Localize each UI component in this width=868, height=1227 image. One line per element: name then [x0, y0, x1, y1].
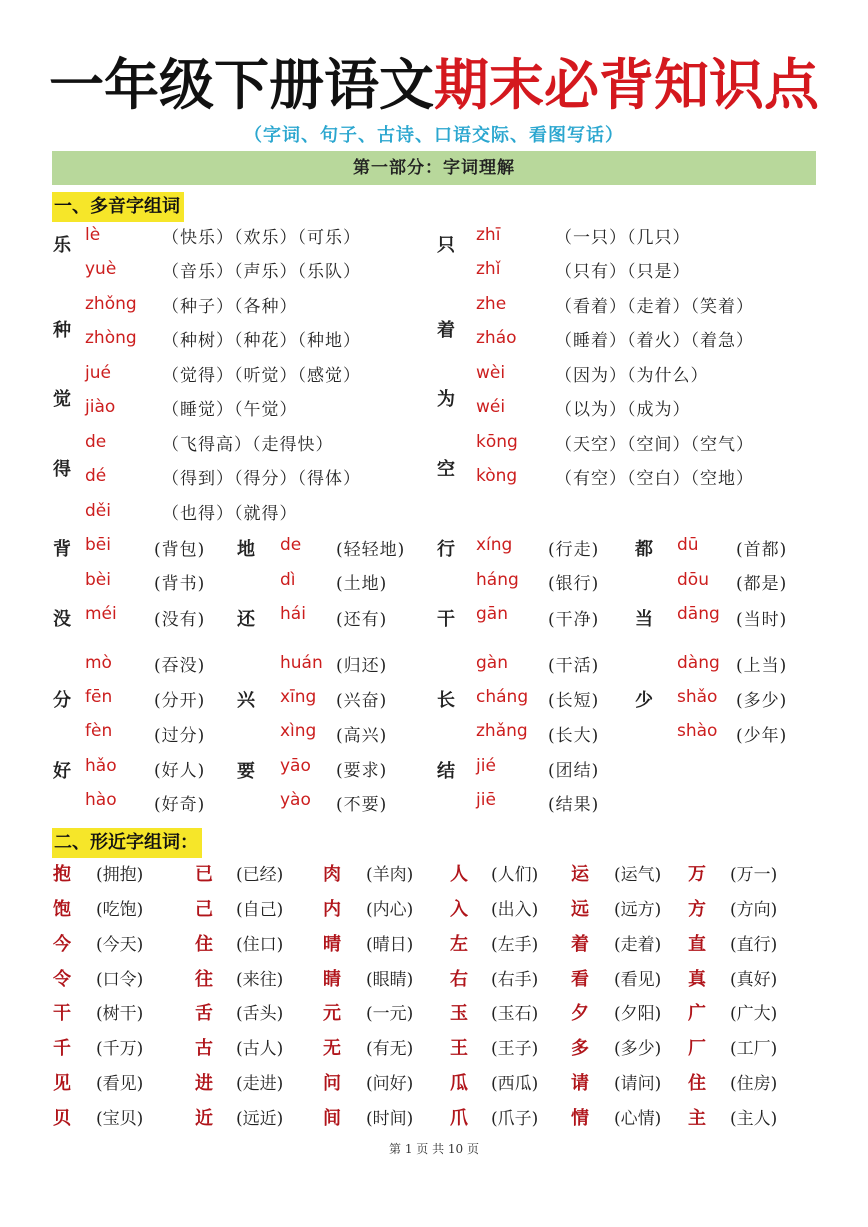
pinyin: zhǐ — [476, 259, 501, 279]
similar-word: (玉石) — [491, 1004, 539, 1024]
page-subtitle: （字词、句子、古诗、口语交际、看图写话） — [244, 125, 624, 146]
similar-char: 己 — [195, 899, 213, 920]
word-group: (吞没) — [154, 656, 206, 676]
polyphonic-char: 结 — [437, 761, 455, 782]
polyphonic-char: 地 — [237, 539, 255, 560]
polyphonic-char: 为 — [437, 389, 455, 410]
similar-word: (真好) — [730, 970, 778, 990]
pinyin: shào — [677, 721, 718, 741]
pinyin: zhǎng — [476, 721, 528, 741]
polyphonic-char: 种 — [53, 320, 71, 341]
word-group: （有空）（空白）（空地） — [555, 469, 754, 489]
polyphonic-char: 少 — [635, 690, 653, 711]
similar-char: 千 — [53, 1038, 71, 1059]
similar-char: 住 — [688, 1073, 706, 1094]
word-group: (没有) — [154, 610, 206, 630]
pinyin: yāo — [280, 756, 311, 776]
pinyin: méi — [85, 604, 117, 624]
word-group: （天空）（空间）（空气） — [555, 435, 754, 455]
pinyin: de — [280, 535, 302, 555]
similar-word: (宝贝) — [96, 1109, 144, 1129]
similar-row — [0, 965, 868, 995]
similar-word: (自己) — [236, 900, 284, 920]
similar-char: 广 — [688, 1003, 706, 1024]
similar-char: 厂 — [688, 1038, 706, 1059]
pinyin: bēi — [85, 535, 111, 555]
similar-char: 已 — [195, 864, 213, 885]
word-group: (高兴) — [336, 726, 388, 746]
pinyin: háng — [476, 570, 519, 590]
similar-char: 干 — [53, 1003, 71, 1024]
similar-char: 肉 — [323, 864, 341, 885]
similar-word: (主人) — [730, 1109, 778, 1129]
similar-char: 直 — [688, 934, 706, 955]
polyphonic-char: 还 — [237, 609, 255, 630]
pinyin: fèn — [85, 721, 113, 741]
page-title — [0, 52, 868, 118]
word-group: (还有) — [336, 610, 388, 630]
similar-char: 睛 — [323, 969, 341, 990]
similar-char: 抱 — [53, 864, 71, 885]
word-group: （得到）（得分）（得体） — [162, 469, 361, 489]
polyphonic-char: 都 — [635, 539, 653, 560]
word-group: （睡觉）（午觉） — [162, 400, 298, 420]
pinyin: dé — [85, 466, 107, 486]
similar-word: (古人) — [236, 1039, 284, 1059]
similar-word: (有无) — [366, 1039, 414, 1059]
similar-char: 瓜 — [450, 1073, 468, 1094]
polyphonic-char: 长 — [437, 690, 455, 711]
similar-word: (心情) — [614, 1109, 662, 1129]
polyphonic-char: 觉 — [53, 389, 71, 410]
similar-word: (已经) — [236, 865, 284, 885]
part-heading: 第一部分：字词理解 — [52, 151, 816, 185]
similar-word: (走着) — [614, 935, 662, 955]
similar-word: (西瓜) — [491, 1074, 539, 1094]
polyphonic-char: 得 — [53, 459, 71, 480]
word-group: (过分) — [154, 726, 206, 746]
title-red: 期末必背知识点 — [434, 53, 820, 117]
similar-char: 左 — [450, 934, 468, 955]
word-group: (好奇) — [154, 795, 206, 815]
pinyin: gān — [476, 604, 508, 624]
similar-word: (直行) — [730, 935, 778, 955]
similar-row — [0, 860, 868, 890]
similar-char: 看 — [571, 969, 589, 990]
similar-char: 令 — [53, 969, 71, 990]
word-group: (团结) — [548, 761, 600, 781]
similar-word: (万一) — [730, 865, 778, 885]
word-group: (背书) — [154, 574, 206, 594]
similar-word: (千万) — [96, 1039, 144, 1059]
pinyin: jiē — [476, 790, 496, 810]
similar-word: (方向) — [730, 900, 778, 920]
similar-char: 元 — [323, 1003, 341, 1024]
similar-word: (住房) — [730, 1074, 778, 1094]
pinyin: kōng — [476, 432, 518, 452]
pinyin: zhǒng — [85, 294, 137, 314]
pinyin: dì — [280, 570, 296, 590]
similar-word: (请问) — [614, 1074, 662, 1094]
polyphonic-char: 兴 — [237, 690, 255, 711]
polyphonic-char: 没 — [53, 609, 71, 630]
polyphonic-char: 空 — [437, 459, 455, 480]
word-group: （种子）（各种） — [162, 297, 298, 317]
pinyin: lè — [85, 225, 101, 245]
similar-char: 内 — [323, 899, 341, 920]
pinyin: yào — [280, 790, 311, 810]
similar-word: (王子) — [491, 1039, 539, 1059]
similar-char: 间 — [323, 1108, 341, 1129]
polyphonic-char: 分 — [53, 690, 71, 711]
similar-word: (人们) — [491, 865, 539, 885]
pinyin: bèi — [85, 570, 111, 590]
similar-word: (左手) — [491, 935, 539, 955]
similar-char: 请 — [571, 1073, 589, 1094]
pinyin: dāng — [677, 604, 720, 624]
pinyin: zhòng — [85, 328, 137, 348]
similar-char: 问 — [323, 1073, 341, 1094]
similar-word: (时间) — [366, 1109, 414, 1129]
similar-char: 爪 — [450, 1108, 468, 1129]
word-group: （看着）（走着）（笑着） — [555, 297, 754, 317]
similar-word: (看见) — [614, 970, 662, 990]
similar-char: 远 — [571, 899, 589, 920]
similar-word: (一元) — [366, 1004, 414, 1024]
similar-row — [0, 895, 868, 925]
word-group: （觉得）（听觉）（感觉） — [162, 366, 361, 386]
similar-word: (右手) — [491, 970, 539, 990]
similar-char: 夕 — [571, 1003, 589, 1024]
similar-word: (树干) — [96, 1004, 144, 1024]
section-heading-polyphonic: 一、多音字组词 — [52, 192, 184, 222]
word-group: (银行) — [548, 574, 600, 594]
word-group: (都是) — [736, 574, 788, 594]
pinyin: gàn — [476, 653, 508, 673]
word-group: (多少) — [736, 691, 788, 711]
polyphonic-char: 只 — [437, 235, 455, 256]
word-group: (首都) — [736, 540, 788, 560]
similar-word: (拥抱) — [96, 865, 144, 885]
word-group: (好人) — [154, 761, 206, 781]
similar-word: (今天) — [96, 935, 144, 955]
similar-char: 入 — [450, 899, 468, 920]
word-group: (长短) — [548, 691, 600, 711]
similar-char: 古 — [195, 1038, 213, 1059]
similar-word: (远方) — [614, 900, 662, 920]
similar-word: (出入) — [491, 900, 539, 920]
pinyin: zháo — [476, 328, 517, 348]
word-group: (长大) — [548, 726, 600, 746]
similar-word: (吃饱) — [96, 900, 144, 920]
pinyin: mò — [85, 653, 112, 673]
similar-char: 住 — [195, 934, 213, 955]
pinyin: huán — [280, 653, 323, 673]
pinyin: jiào — [85, 397, 116, 417]
similar-row — [0, 1034, 868, 1064]
word-group: (干活) — [548, 656, 600, 676]
similar-word: (工厂) — [730, 1039, 778, 1059]
similar-word: (爪子) — [491, 1109, 539, 1129]
word-group: （种树）（种花）（种地） — [162, 331, 361, 351]
pinyin: shǎo — [677, 687, 718, 707]
similar-char: 人 — [450, 864, 468, 885]
pinyin: yuè — [85, 259, 117, 279]
pinyin: xīng — [280, 687, 317, 707]
pinyin: zhī — [476, 225, 501, 245]
similar-row — [0, 930, 868, 960]
word-group: （快乐）（欢乐）（可乐） — [162, 228, 361, 248]
word-group: （以为）（成为） — [555, 400, 691, 420]
similar-char: 晴 — [323, 934, 341, 955]
polyphonic-char: 着 — [437, 320, 455, 341]
word-group: （飞得高）（走得快） — [162, 435, 334, 455]
similar-word: (夕阳) — [614, 1004, 662, 1024]
similar-word: (来往) — [236, 970, 284, 990]
similar-char: 往 — [195, 969, 213, 990]
word-group: （睡着）（着火）（着急） — [555, 331, 754, 351]
similar-char: 方 — [688, 899, 706, 920]
similar-word: (远近) — [236, 1109, 284, 1129]
similar-char: 饱 — [53, 899, 71, 920]
similar-char: 主 — [688, 1108, 706, 1129]
pinyin: zhe — [476, 294, 507, 314]
word-group: （音乐）（声乐）（乐队） — [162, 262, 361, 282]
pinyin: fēn — [85, 687, 113, 707]
similar-char: 着 — [571, 934, 589, 955]
word-group: (背包) — [154, 540, 206, 560]
polyphonic-char: 好 — [53, 761, 71, 782]
similar-word: (运气) — [614, 865, 662, 885]
polyphonic-char: 干 — [437, 609, 455, 630]
pinyin: wèi — [476, 363, 506, 383]
word-group: (不要) — [336, 795, 388, 815]
similar-word: (住口) — [236, 935, 284, 955]
polyphonic-char: 要 — [237, 761, 255, 782]
word-group: (归还) — [336, 656, 388, 676]
similar-char: 无 — [323, 1038, 341, 1059]
pinyin: děi — [85, 501, 111, 521]
pinyin: kòng — [476, 466, 518, 486]
pinyin: de — [85, 432, 107, 452]
pinyin: dōu — [677, 570, 709, 590]
similar-char: 真 — [688, 969, 706, 990]
pinyin: cháng — [476, 687, 529, 707]
word-group: (行走) — [548, 540, 600, 560]
similar-char: 见 — [53, 1073, 71, 1094]
pinyin: wéi — [476, 397, 506, 417]
similar-char: 运 — [571, 864, 589, 885]
word-group: (结果) — [548, 795, 600, 815]
word-group: （也得）（就得） — [162, 504, 298, 524]
similar-char: 右 — [450, 969, 468, 990]
similar-char: 今 — [53, 934, 71, 955]
similar-word: (口令) — [96, 970, 144, 990]
pinyin: jué — [85, 363, 111, 383]
similar-char: 舌 — [195, 1003, 213, 1024]
polyphonic-char: 行 — [437, 539, 455, 560]
word-group: (兴奋) — [336, 691, 388, 711]
word-group: （一只）（几只） — [555, 228, 691, 248]
pinyin: hào — [85, 790, 117, 810]
word-group: (要求) — [336, 761, 388, 781]
similar-word: (走进) — [236, 1074, 284, 1094]
similar-word: (广大) — [730, 1004, 778, 1024]
similar-word: (羊肉) — [366, 865, 414, 885]
word-group: (轻轻地) — [336, 540, 406, 560]
section-heading-similar: 二、形近字组词： — [52, 828, 202, 858]
pinyin: xìng — [280, 721, 317, 741]
word-group: （因为）（为什么） — [555, 366, 709, 386]
similar-word: (问好) — [366, 1074, 414, 1094]
similar-word: (舌头) — [236, 1004, 284, 1024]
word-group: (土地) — [336, 574, 388, 594]
title-black: 一年级下册语文 — [48, 53, 434, 117]
page-footer: 第 1 页 共 10 页 — [389, 1142, 479, 1156]
word-group: (少年) — [736, 726, 788, 746]
polyphonic-char: 乐 — [53, 235, 71, 256]
word-group: (分开) — [154, 691, 206, 711]
similar-word: (内心) — [366, 900, 414, 920]
similar-char: 近 — [195, 1108, 213, 1129]
similar-word: (看见) — [96, 1074, 144, 1094]
similar-char: 玉 — [450, 1003, 468, 1024]
similar-word: (多少) — [614, 1039, 662, 1059]
pinyin: hǎo — [85, 756, 117, 776]
pinyin: dàng — [677, 653, 720, 673]
similar-word: (晴日) — [366, 935, 414, 955]
similar-row — [0, 1104, 868, 1134]
polyphonic-char: 当 — [635, 609, 653, 630]
similar-char: 王 — [450, 1038, 468, 1059]
polyphonic-char: 背 — [53, 539, 71, 560]
word-group: (上当) — [736, 656, 788, 676]
word-group: (干净) — [548, 610, 600, 630]
similar-char: 多 — [571, 1038, 589, 1059]
similar-char: 进 — [195, 1073, 213, 1094]
pinyin: jié — [476, 756, 496, 776]
similar-row — [0, 999, 868, 1029]
similar-char: 万 — [688, 864, 706, 885]
pinyin: dū — [677, 535, 699, 555]
pinyin: xíng — [476, 535, 513, 555]
similar-char: 情 — [571, 1108, 589, 1129]
similar-word: (眼睛) — [366, 970, 414, 990]
similar-char: 贝 — [53, 1108, 71, 1129]
word-group: (当时) — [736, 610, 788, 630]
similar-row — [0, 1069, 868, 1099]
pinyin: hái — [280, 604, 306, 624]
word-group: （只有）（只是） — [555, 262, 691, 282]
